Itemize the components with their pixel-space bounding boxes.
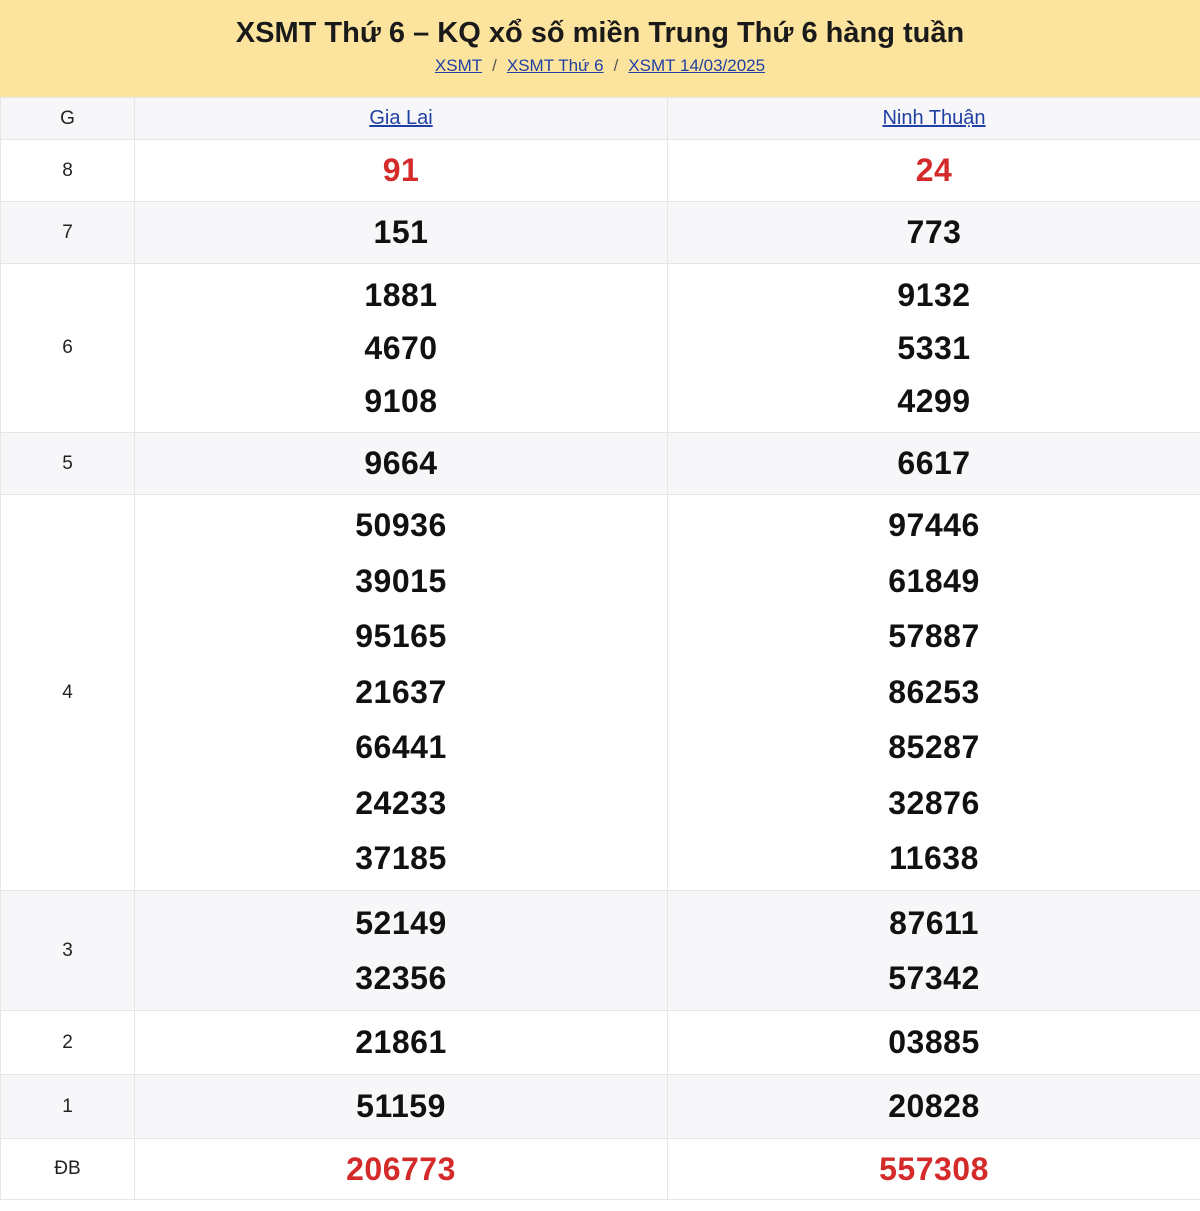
prize-row-5 [1,433,1200,495]
prize-number: 57887 [888,618,980,655]
prize-number: 86253 [888,673,980,710]
prize-number: 24 [915,152,953,188]
prize-label: 7 [1,202,135,264]
ninh-thuan-cell [668,1011,1200,1075]
prize-number: 20828 [888,1088,980,1124]
prize-number: 39015 [355,562,447,599]
prize-column-header: G [1,98,135,140]
prize-number: 03885 [888,1024,980,1060]
ninh-thuan-cell [668,891,1200,1011]
prize-row-6 [1,264,1200,433]
results-table [0,97,1200,1200]
prize-number: 21637 [355,673,447,710]
prize-number: 52149 [355,904,447,941]
prize-label: 5 [1,433,135,495]
ninh-thuan-cell [668,495,1200,891]
prize-number: 5331 [897,329,971,366]
prize-label: 1 [1,1075,135,1139]
prize-row-2 [1,1011,1200,1075]
prize-number: 85287 [888,729,980,766]
province-link-ninh-thuan[interactable]: Ninh Thuận [882,107,986,129]
ninh-thuan-cell [668,264,1200,433]
page-title: XSMT Thứ 6 – KQ xổ số miền Trung Thứ 6 hàng tuần [235,17,965,49]
gia-lai-cell [135,495,668,891]
prize-number: 87611 [889,904,979,941]
gia-lai-cell [135,202,668,264]
gia-lai-cell [135,433,668,495]
prize-number: 32876 [888,784,980,821]
prize-label: 3 [1,891,135,1011]
prize-number: 4299 [897,382,971,419]
gia-lai-cell [135,1011,668,1075]
prize-number: 6617 [897,445,971,481]
province-link-gia-lai[interactable]: Gia Lai [369,107,433,129]
gia-lai-cell [135,264,668,433]
prize-row-7 [1,202,1200,264]
prize-number: 50936 [355,507,447,544]
prize-number: 95165 [355,618,447,655]
prize-number: 91 [382,152,420,188]
prize-number: 57342 [888,959,980,996]
prize-number: 51159 [356,1088,446,1124]
page-header [0,0,1200,97]
gia-lai-cell [135,140,668,202]
prize-number: 4670 [364,329,438,366]
prize-number: 37185 [355,840,447,877]
prize-number: 9132 [897,276,971,313]
prize-number: 151 [373,214,429,250]
ninh-thuan-cell [668,1139,1200,1200]
prize-label: 6 [1,264,135,433]
prize-number: 32356 [355,959,447,996]
prize-number: 11638 [889,840,979,877]
prize-label: 4 [1,495,135,891]
prize-number: 9108 [364,382,438,419]
prize-row-special [1,1139,1200,1200]
prize-row-8 [1,140,1200,202]
prize-number: 1881 [364,276,438,313]
ninh-thuan-cell [668,202,1200,264]
prize-number: 24233 [355,784,447,821]
gia-lai-cell [135,891,668,1011]
prize-number: 61849 [888,562,980,599]
province-header-ninh-thuan [668,98,1200,140]
prize-row-1 [1,1075,1200,1139]
breadcrumb-separator: / [613,56,619,75]
ninh-thuan-cell [668,1075,1200,1139]
gia-lai-cell [135,1139,668,1200]
ninh-thuan-cell [668,433,1200,495]
special-prize-number: 206773 [346,1150,456,1187]
province-header-gia-lai [135,98,668,140]
prize-row-3 [1,891,1200,1011]
prize-number: 773 [906,214,962,250]
prize-label: ĐB [1,1139,135,1200]
special-prize-number: 557308 [879,1150,989,1187]
prize-label: 8 [1,140,135,202]
prize-number: 97446 [888,507,980,544]
breadcrumb-link-xsmt[interactable]: XSMT [434,56,483,75]
prize-row-4 [1,495,1200,891]
prize-number: 66441 [355,729,447,766]
prize-number: 21861 [355,1024,447,1060]
table-header-row [1,98,1200,140]
prize-label: 2 [1,1011,135,1075]
ninh-thuan-cell [668,140,1200,202]
breadcrumb-separator: / [492,56,497,75]
breadcrumb-link-xsmt-date[interactable]: XSMT 14/03/2025 [628,56,766,75]
breadcrumb [0,56,1200,76]
breadcrumb-link-xsmt-thu-6[interactable]: XSMT Thứ 6 [506,56,604,75]
prize-number: 9664 [364,445,438,481]
gia-lai-cell [135,1075,668,1139]
